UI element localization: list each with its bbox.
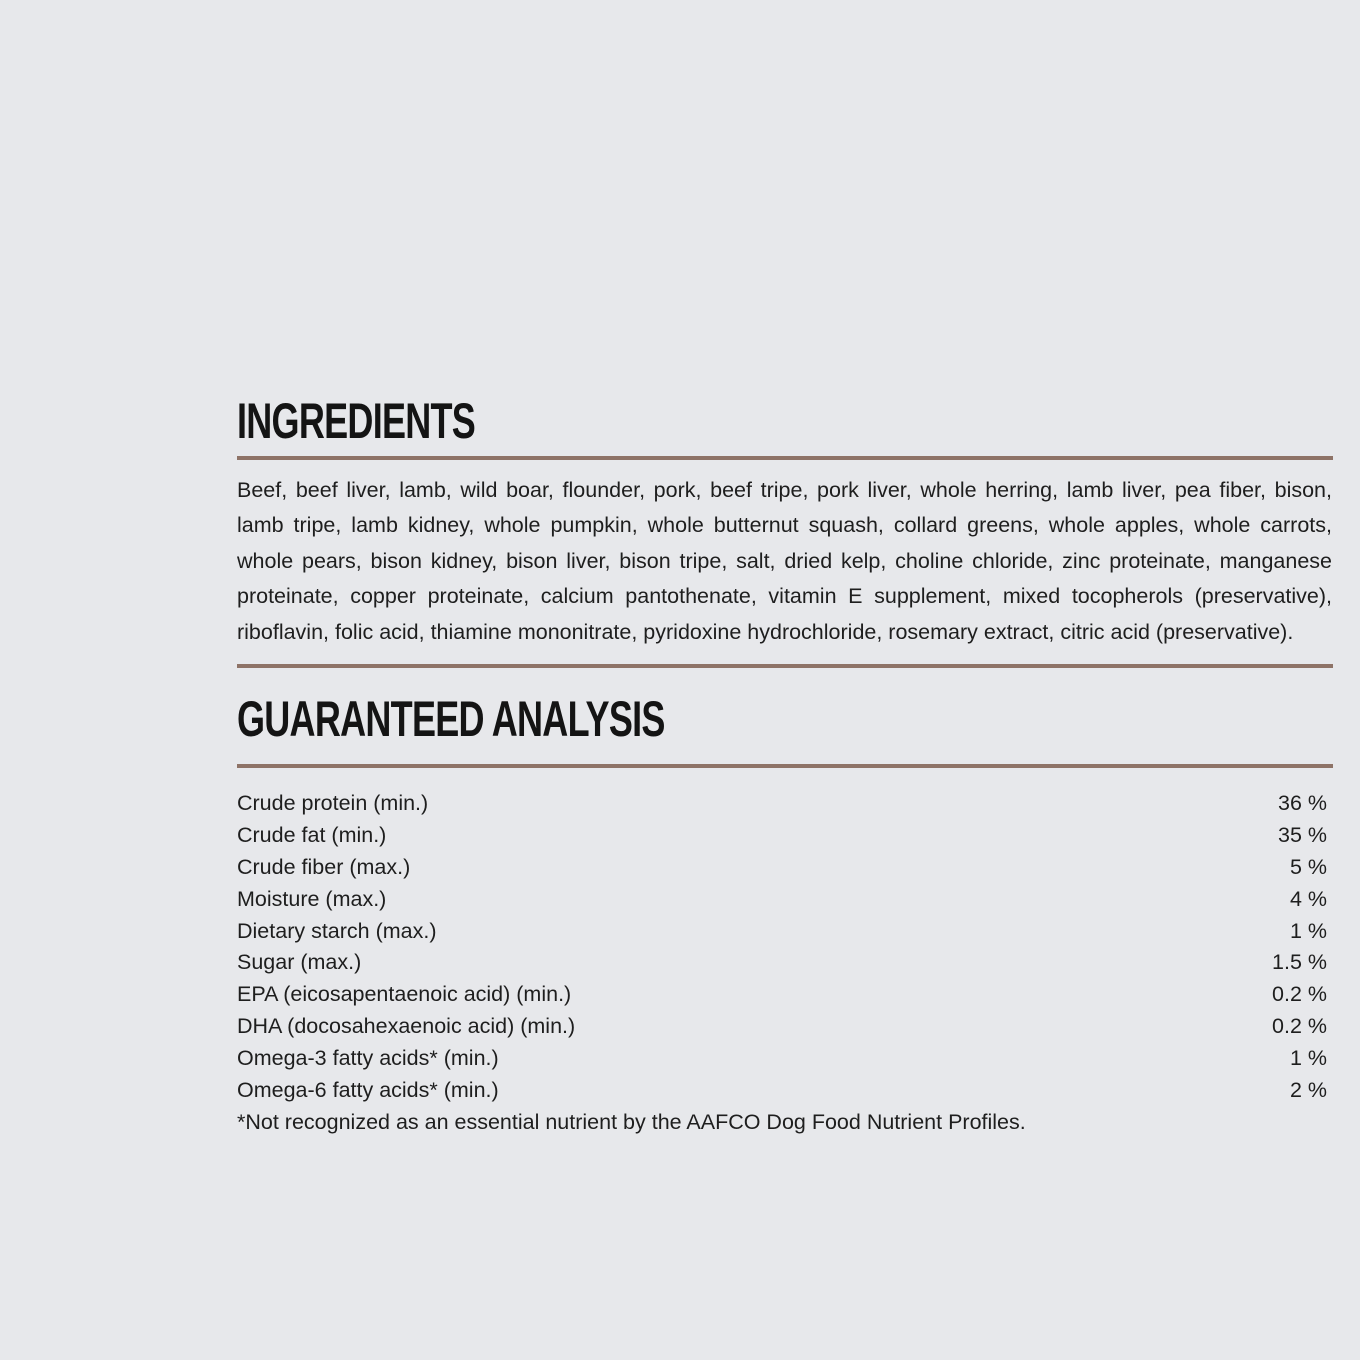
analysis-label: Crude protein (min.) (237, 791, 429, 816)
analysis-row (237, 788, 1327, 820)
divider (237, 456, 1333, 460)
analysis-label: Moisture (max.) (237, 886, 387, 911)
analysis-label: Omega-3 fatty acids* (min.) (237, 1046, 499, 1071)
ingredients-header (237, 386, 1333, 456)
analysis-label: EPA (eicosapentaenoic acid) (min.) (237, 982, 572, 1007)
analysis-row (237, 1011, 1327, 1043)
analysis-value: 1.5 % (1272, 950, 1327, 975)
ingredients-title: INGREDIENTS (237, 393, 476, 449)
analysis-row (237, 947, 1327, 979)
analysis-value: 5 % (1289, 854, 1327, 879)
analysis-row (237, 1075, 1327, 1107)
analysis-value: 0.2 % (1272, 982, 1327, 1007)
analysis-value: 2 % (1289, 1078, 1327, 1103)
analysis-row (237, 1043, 1327, 1075)
nutrition-panel (237, 386, 1333, 1139)
analysis-value: 36 % (1277, 791, 1327, 816)
analysis-label: DHA (docosahexaenoic acid) (min.) (237, 1014, 576, 1039)
analysis-value: 4 % (1289, 886, 1327, 911)
analysis-footnote: *Not recognized as an essential nutrient by the AAFCO Dog Food Nutrient Profiles. (237, 1109, 1026, 1134)
ingredients-list: Beef, beef liver, lamb, wild boar, flounder, pork, beef tripe, pork liver, whole herring, lamb liver, pea fiber, bison, lamb tripe, lamb kidney, whole pumpkin, whole butternut squash, collard greens, whole apples, whole carrots, whole pears, bison kidney, bison liver, bison tripe, salt, dried kelp, choline chloride, zinc proteinate, manganese proteinate, copper proteinate, calcium pantothenate, vitamin E supplement, mixed tocopherols (preservative), riboflavin, folic acid, thiamine mononitrate, pyridoxine hydrochloride, rosemary extract, citric acid (preservative). (237, 478, 1332, 644)
analysis-value: 35 % (1277, 822, 1327, 847)
analysis-row (237, 884, 1327, 916)
analysis-row (237, 916, 1327, 948)
analysis-label: Sugar (max.) (237, 950, 362, 975)
analysis-value: 1 % (1289, 918, 1327, 943)
analysis-row (237, 852, 1327, 884)
analysis-label: Crude fiber (max.) (237, 854, 411, 879)
analysis-value: 1 % (1289, 1046, 1327, 1071)
divider (237, 764, 1333, 768)
analysis-label: Omega-6 fatty acids* (min.) (237, 1078, 499, 1103)
analysis-header (237, 668, 1333, 764)
analysis-row (237, 979, 1327, 1011)
analysis-value: 0.2 % (1272, 1014, 1327, 1039)
analysis-title: GUARANTEED ANALYSIS (237, 691, 665, 748)
analysis-label: Crude fat (min.) (237, 822, 387, 847)
analysis-table (237, 788, 1327, 1139)
analysis-label: Dietary starch (max.) (237, 918, 437, 943)
analysis-row (237, 820, 1327, 852)
